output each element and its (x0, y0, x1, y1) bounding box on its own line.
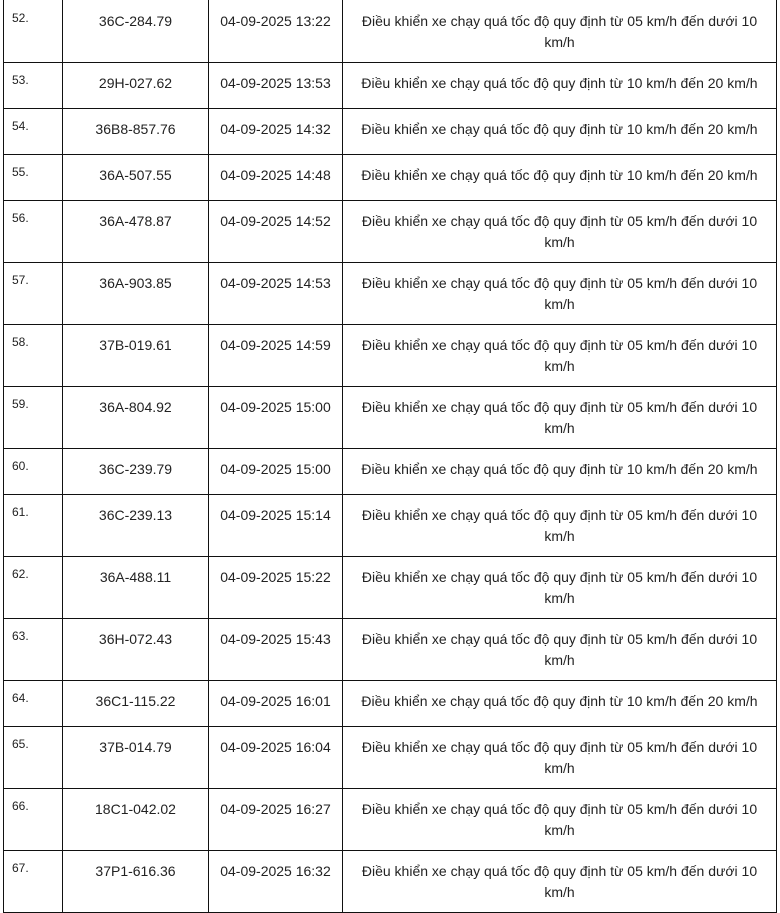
table-row (4, 63, 777, 109)
violation-time: 04-09-2025 15:00 (209, 387, 343, 449)
license-plate: 18C1-042.02 (63, 789, 209, 851)
license-plate: 37B-019.61 (63, 325, 209, 387)
violation-description: Điều khiển xe chạy quá tốc độ quy định từ 10 km/h đến 20 km/h (343, 63, 777, 109)
license-plate: 29H-027.62 (63, 63, 209, 109)
violation-time: 04-09-2025 16:27 (209, 789, 343, 851)
violation-description: Điều khiển xe chạy quá tốc độ quy định từ 05 km/h đến dưới 10 km/h (343, 557, 777, 619)
row-number: 54. (4, 109, 63, 155)
row-number: 55. (4, 155, 63, 201)
row-number: 57. (4, 263, 63, 325)
license-plate: 37P1-616.36 (63, 851, 209, 913)
violation-description: Điều khiển xe chạy quá tốc độ quy định từ 05 km/h đến dưới 10 km/h (343, 325, 777, 387)
license-plate: 36C1-115.22 (63, 681, 209, 727)
table-row (4, 557, 777, 619)
violation-time: 04-09-2025 16:32 (209, 851, 343, 913)
license-plate: 36A-507.55 (63, 155, 209, 201)
violation-description: Điều khiển xe chạy quá tốc độ quy định từ 10 km/h đến 20 km/h (343, 449, 777, 495)
violation-description: Điều khiển xe chạy quá tốc độ quy định từ 05 km/h đến dưới 10 km/h (343, 789, 777, 851)
violation-description: Điều khiển xe chạy quá tốc độ quy định từ 10 km/h đến 20 km/h (343, 681, 777, 727)
violation-description: Điều khiển xe chạy quá tốc độ quy định từ 10 km/h đến 20 km/h (343, 155, 777, 201)
license-plate: 36H-072.43 (63, 619, 209, 681)
violation-description: Điều khiển xe chạy quá tốc độ quy định từ 05 km/h đến dưới 10 km/h (343, 495, 777, 557)
row-number: 53. (4, 63, 63, 109)
violations-table-body (4, 0, 777, 913)
license-plate: 36C-239.13 (63, 495, 209, 557)
violation-time: 04-09-2025 14:53 (209, 263, 343, 325)
table-row (4, 155, 777, 201)
table-row (4, 0, 777, 63)
table-row (4, 619, 777, 681)
row-number: 58. (4, 325, 63, 387)
table-row (4, 109, 777, 155)
violation-description: Điều khiển xe chạy quá tốc độ quy định từ 05 km/h đến dưới 10 km/h (343, 619, 777, 681)
violation-description: Điều khiển xe chạy quá tốc độ quy định từ 10 km/h đến 20 km/h (343, 109, 777, 155)
row-number: 61. (4, 495, 63, 557)
row-number: 52. (4, 0, 63, 63)
violation-description: Điều khiển xe chạy quá tốc độ quy định từ 05 km/h đến dưới 10 km/h (343, 727, 777, 789)
license-plate: 36C-284.79 (63, 0, 209, 63)
violation-time: 04-09-2025 13:53 (209, 63, 343, 109)
license-plate: 36A-488.11 (63, 557, 209, 619)
table-row (4, 325, 777, 387)
row-number: 66. (4, 789, 63, 851)
license-plate: 36A-903.85 (63, 263, 209, 325)
license-plate: 36A-804.92 (63, 387, 209, 449)
row-number: 64. (4, 681, 63, 727)
violation-time: 04-09-2025 15:22 (209, 557, 343, 619)
row-number: 65. (4, 727, 63, 789)
violation-time: 04-09-2025 14:59 (209, 325, 343, 387)
table-row (4, 851, 777, 913)
row-number: 56. (4, 201, 63, 263)
license-plate: 36C-239.79 (63, 449, 209, 495)
violation-time: 04-09-2025 14:52 (209, 201, 343, 263)
violation-description: Điều khiển xe chạy quá tốc độ quy định từ 05 km/h đến dưới 10 km/h (343, 263, 777, 325)
violation-description: Điều khiển xe chạy quá tốc độ quy định từ 05 km/h đến dưới 10 km/h (343, 201, 777, 263)
violation-time: 04-09-2025 16:01 (209, 681, 343, 727)
table-row (4, 727, 777, 789)
table-row (4, 789, 777, 851)
violation-time: 04-09-2025 14:32 (209, 109, 343, 155)
table-row (4, 201, 777, 263)
table-row (4, 495, 777, 557)
table-row (4, 681, 777, 727)
violation-time: 04-09-2025 14:48 (209, 155, 343, 201)
violations-table (3, 0, 777, 913)
violation-description: Điều khiển xe chạy quá tốc độ quy định từ 05 km/h đến dưới 10 km/h (343, 851, 777, 913)
table-row (4, 387, 777, 449)
row-number: 67. (4, 851, 63, 913)
violation-description: Điều khiển xe chạy quá tốc độ quy định từ 05 km/h đến dưới 10 km/h (343, 0, 777, 63)
violation-time: 04-09-2025 13:22 (209, 0, 343, 63)
row-number: 62. (4, 557, 63, 619)
license-plate: 36A-478.87 (63, 201, 209, 263)
violation-description: Điều khiển xe chạy quá tốc độ quy định từ 05 km/h đến dưới 10 km/h (343, 387, 777, 449)
table-row (4, 263, 777, 325)
row-number: 59. (4, 387, 63, 449)
row-number: 60. (4, 449, 63, 495)
violation-time: 04-09-2025 15:14 (209, 495, 343, 557)
license-plate: 37B-014.79 (63, 727, 209, 789)
violation-time: 04-09-2025 16:04 (209, 727, 343, 789)
violation-time: 04-09-2025 15:43 (209, 619, 343, 681)
license-plate: 36B8-857.76 (63, 109, 209, 155)
table-row (4, 449, 777, 495)
row-number: 63. (4, 619, 63, 681)
violation-time: 04-09-2025 15:00 (209, 449, 343, 495)
